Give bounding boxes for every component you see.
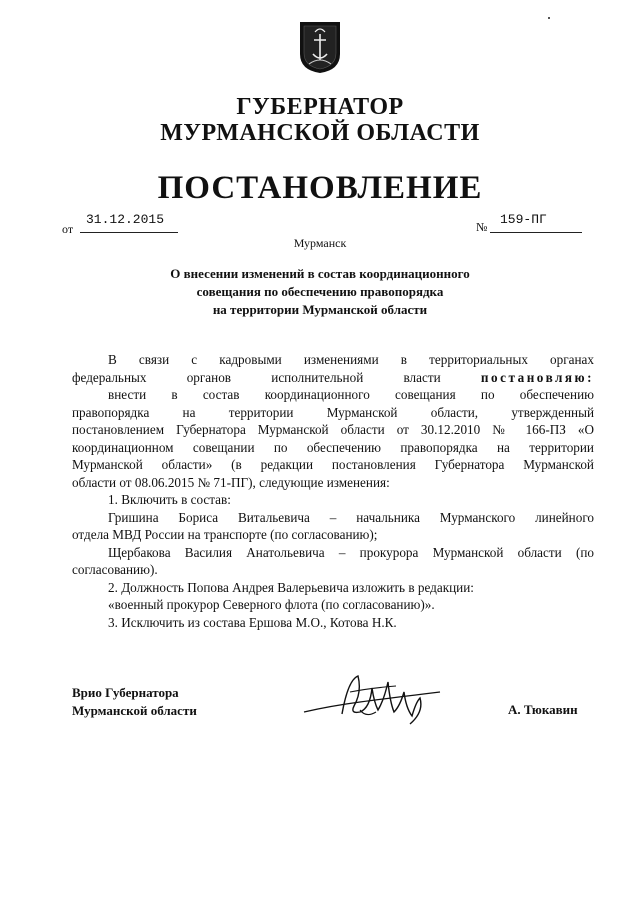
number-underline [490,232,582,233]
body-line: «военный прокурор Северного флота (по согласованию)». [108,597,435,612]
body-line: согласованию). [72,562,158,577]
body-line: координационном совещании по обеспечению правопорядка на территории [72,439,594,455]
number-label: № [476,220,488,234]
issuer-title-line1: ГУБЕРНАТОР [236,94,404,120]
scan-artifact-dot [548,17,550,19]
body-line: Щербакова Василия Анатольевича – прокурора Мурманской области (по [108,544,594,560]
body-line: В связи с кадровыми изменениями в территориальных органах [108,352,594,367]
document-date: 31.12.2015 [86,212,165,227]
date-label: от [62,222,74,236]
signatory-position [72,684,197,720]
resolves-word: постановляю: [480,369,595,385]
body-line: Гришина Бориса Витальевича – начальника Мурманского линейного [108,509,594,525]
body-line: правопорядка на территории Мурманской области, утвержденный [72,404,594,420]
document-number: 159-ПГ [500,212,547,227]
body-text: федеральных органов исполнительной власти [72,369,441,385]
issuer-title-line2: МУРМАНСКОЙ ОБЛАСТИ [160,120,480,146]
murmansk-coat-of-arms-icon [298,20,342,74]
body-line: отдела МВД России на транспорте (по согласованию); [72,527,378,542]
city-name: Мурманск [293,236,347,250]
document-subject [120,265,520,319]
body-line-resolution [72,369,594,387]
document-type-title: ПОСТАНОВЛЕНИЕ [157,170,483,206]
body-line: области от 08.06.2015 № 71-ПГ), следующие изменения: [72,474,390,490]
body-line: 2. Должность Попова Андрея Валерьевича изложить в редакции: [108,579,474,595]
date-underline [80,232,178,233]
body-line: 1. Включить в состав: [108,492,231,507]
subject-line: О внесении изменений в состав координационного [170,266,470,281]
handwritten-signature-icon [300,662,450,730]
signatory-position-line: Врио Губернатора [72,685,179,700]
body-line: Мурманской области» (в редакции постановления Губернатора Мурманской [72,457,594,472]
subject-line: совещания по обеспечению правопорядка [196,284,444,299]
signatory-position-line: Мурманской области [72,703,197,718]
body-line: постановлением Губернатора Мурманской области от 30.12.2010 № 166-ПЗ «О [72,422,594,437]
subject-line: на территории Мурманской области [212,302,428,317]
body-line: 3. Исключить из состава Ершова М.О., Котова Н.К. [108,614,397,630]
body-line: внести в состав координационного совещания по обеспечению [108,387,594,402]
signer-name: А. Тюкавин [508,702,578,717]
document-body [72,351,594,631]
